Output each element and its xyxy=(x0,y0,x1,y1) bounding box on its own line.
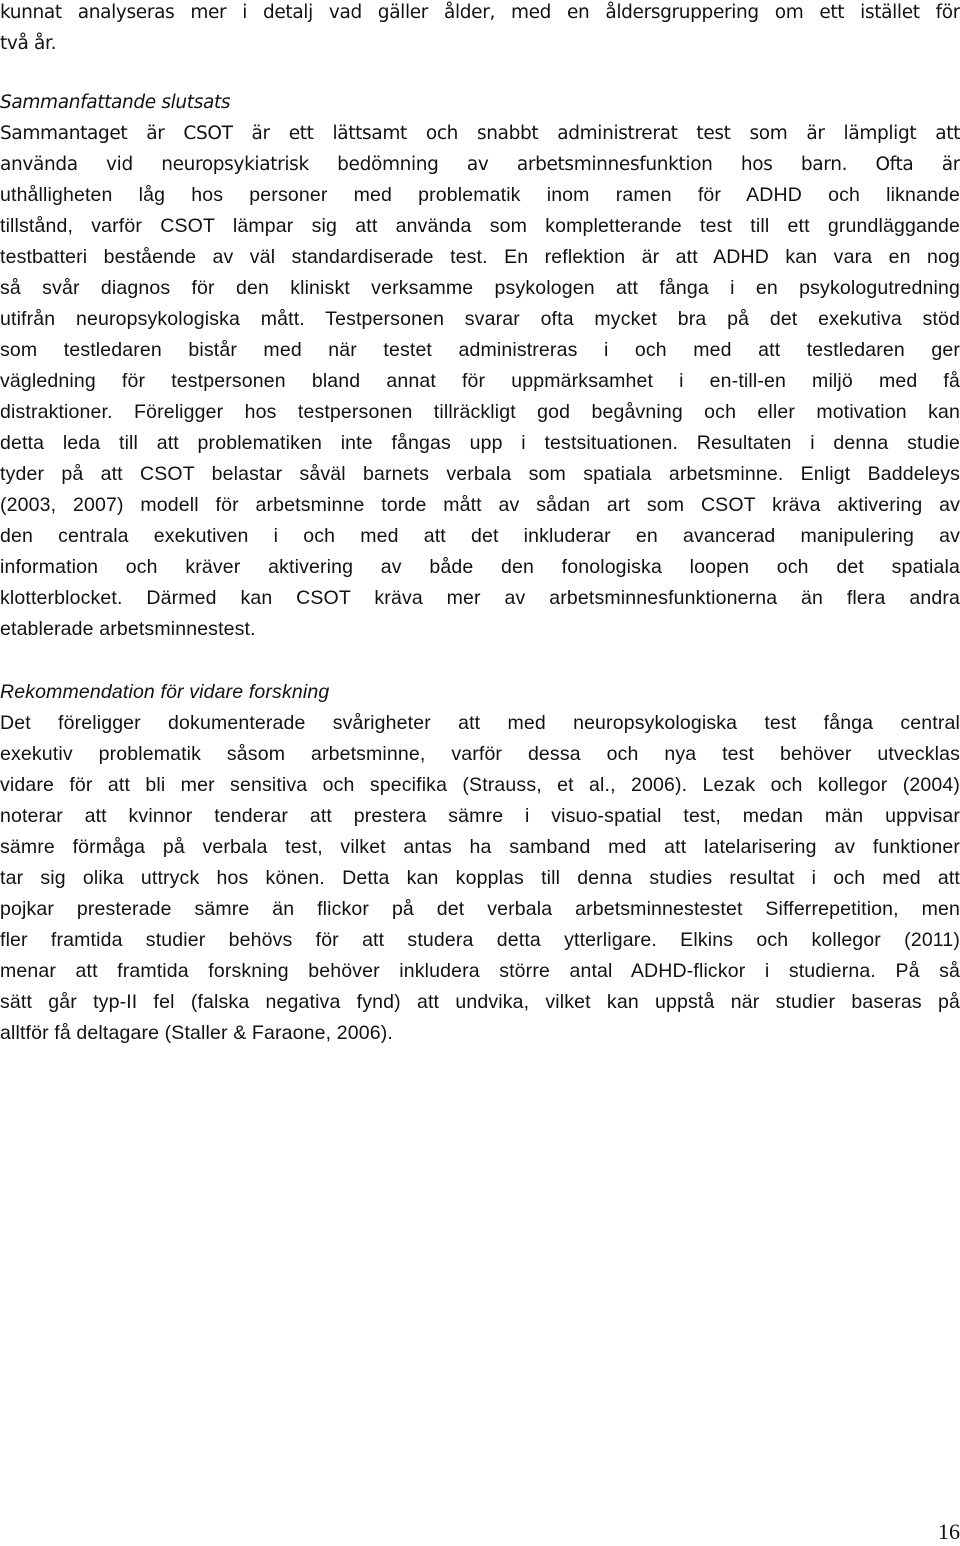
text-line: alltför få deltagare (Staller & Faraone, 2006). xyxy=(0,1022,393,1044)
text-line: tyder på att CSOT belastar såväl barnets verbala som spatiala arbetsminne. Enligt Baddeleys xyxy=(0,463,960,485)
text-line: den centrala exekutiven i och med att det inkluderar en avancerad manipulering av xyxy=(0,525,960,547)
text-line: vägledning för testpersonen bland annat för uppmärksamhet i en-till-en miljö med få xyxy=(0,370,960,392)
text-line: menar att framtida forskning behöver inkludera större antal ADHD-flickor i studierna. På så xyxy=(0,960,960,982)
text-line: använda vid neuropsykiatrisk bedömning av arbetsminnesfunktion hos barn. Ofta är xyxy=(0,154,960,175)
text-line: tillstånd, varför CSOT lämpar sig att använda som kompletterande test till ett grundläggande xyxy=(0,215,960,237)
section-heading-recommendation xyxy=(0,677,960,708)
text-line: som testledaren bistår med när testet administreras i och med att testledaren ger xyxy=(0,339,960,361)
text-line: fler framtida studier behövs för att studera detta ytterligare. Elkins och kollegor (2011) xyxy=(0,929,960,951)
text-line: uthålligheten låg hos personer med problematik inom ramen för ADHD och liknande xyxy=(0,184,960,206)
text-line: noterar att kvinnor tenderar att prestera sämre i visuo-spatial test, medan män uppvisar xyxy=(0,805,960,827)
text-line: detta leda till att problematiken inte fångas upp i testsituationen. Resultaten i denna studie xyxy=(0,432,960,454)
text-line: kunnat analyseras mer i detalj vad gäller ålder, med en åldersgruppering om ett istället för xyxy=(0,2,960,23)
recommendation-paragraph xyxy=(0,708,960,1049)
text-line: Sammantaget är CSOT är ett lättsamt och snabbt administrerat test som är lämpligt att xyxy=(0,123,960,144)
text-line: distraktioner. Föreligger hos testpersonen tillräckligt god begåvning och eller motivation kan xyxy=(0,401,960,423)
heading-text: Rekommendation för vidare forskning xyxy=(0,681,330,703)
text-line: två år. xyxy=(0,33,57,54)
text-line: pojkar presterade sämre än flickor på det verbala arbetsminnestestet Sifferrepetition, men xyxy=(0,898,960,920)
text-line: etablerade arbetsminnestest. xyxy=(0,618,256,640)
text-line: sätt går typ-II fel (falska negativa fynd) att undvika, vilket kan uppstå när studier baseras på xyxy=(0,991,960,1013)
text-line: information och kräver aktivering av både den fonologiska loopen och det spatiala xyxy=(0,556,960,578)
text-line: Det föreligger dokumenterade svårigheter att med neuropsykologiska test fånga central xyxy=(0,712,960,734)
summary-paragraph xyxy=(0,118,960,645)
text-line: utifrån neuropsykologiska mått. Testpersonen svarar ofta mycket bra på det exekutiva stöd xyxy=(0,308,960,330)
text-line: sämre förmåga på verbala test, vilket antas ha samband med att latelarisering av funktioner xyxy=(0,836,960,858)
text-line: vidare för att bli mer sensitiva och specifika (Strauss, et al., 2006). Lezak och kollegor (2004) xyxy=(0,774,960,796)
text-line: så svår diagnos för den kliniskt verksamme psykologen att fånga i en psykologutredning xyxy=(0,277,960,299)
text-line: testbatteri bestående av väl standardiserade test. En reflektion är att ADHD kan vara en nog xyxy=(0,246,960,268)
paragraph-fragment xyxy=(0,0,960,59)
page-number: 16 xyxy=(938,1519,960,1544)
text-line: (2003, 2007) modell för arbetsminne torde mått av sådan art som CSOT kräva aktivering av xyxy=(0,494,960,516)
text-line: exekutiv problematik såsom arbetsminne, varför dessa och nya test behöver utvecklas xyxy=(0,743,960,765)
text-line: tar sig olika uttryck hos könen. Detta kan kopplas till denna studies resultat i och med att xyxy=(0,867,960,889)
section-heading-summary xyxy=(0,87,960,118)
heading-text: Sammanfattande slutsats xyxy=(0,92,231,113)
text-line: klotterblocket. Därmed kan CSOT kräva mer av arbetsminnesfunktionerna än flera andra xyxy=(0,587,960,609)
